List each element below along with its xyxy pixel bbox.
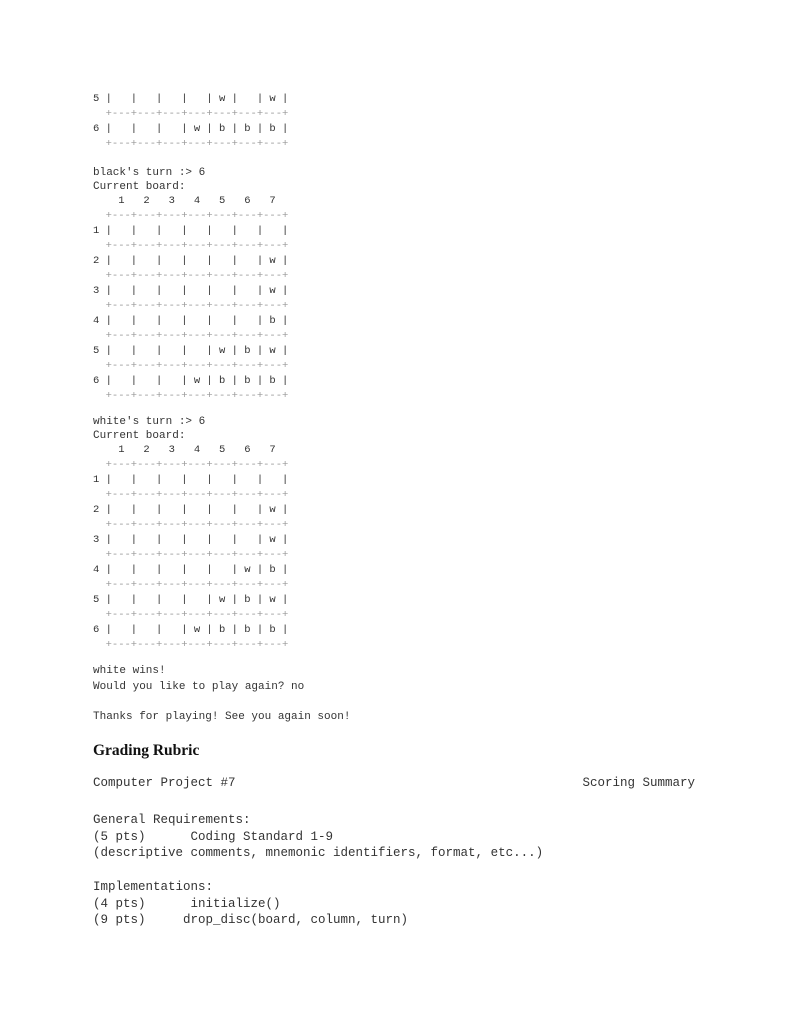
- board-border-line: +---+---+---+---+---+---+---+: [93, 138, 289, 150]
- board-border-line: +---+---+---+---+---+---+---+: [93, 639, 289, 651]
- board-row: 1 | | | | | | | |: [93, 225, 289, 237]
- board-border-line: +---+---+---+---+---+---+---+: [93, 240, 289, 252]
- board-row: 2 | | | | | | | w |: [93, 255, 289, 267]
- board-row: 6 | | | | w | b | b | b |: [93, 375, 289, 387]
- current-board-label: Current board:: [93, 181, 186, 193]
- board-border-line: +---+---+---+---+---+---+---+: [93, 390, 289, 402]
- scoring-summary-label: Scoring Summary: [582, 776, 695, 790]
- turn-prompt: white's turn :> 6: [93, 416, 206, 428]
- impl-item: (9 pts) drop_disc(board, column, turn): [93, 913, 409, 927]
- board-grid: [93, 443, 288, 653]
- rubric-heading: Grading Rubric: [93, 742, 200, 759]
- board-row: 1 2 3 4 5 6 7: [93, 195, 276, 207]
- board-border-line: +---+---+---+---+---+---+---+: [93, 609, 289, 621]
- rubric-title-row: [93, 776, 695, 793]
- current-board-label: Current board:: [93, 430, 186, 442]
- turn-block-white: [93, 415, 288, 653]
- board-border-line: +---+---+---+---+---+---+---+: [93, 330, 289, 342]
- partial-board-rows: [93, 92, 288, 152]
- board-row: 5 | | | | | w | b | w |: [93, 594, 289, 606]
- board-row: 6 | | | | w | b | b | b |: [93, 624, 289, 636]
- spacer: [93, 695, 350, 709]
- board-border-line: +---+---+---+---+---+---+---+: [93, 270, 289, 282]
- result-line: white wins!: [93, 665, 166, 677]
- board-border-line: +---+---+---+---+---+---+---+: [93, 300, 289, 312]
- board-border-line: +---+---+---+---+---+---+---+: [93, 459, 289, 471]
- project-title: Computer Project #7: [93, 776, 236, 790]
- board-border-line: +---+---+---+---+---+---+---+: [93, 519, 289, 531]
- board-row: 4 | | | | | | | b |: [93, 315, 289, 327]
- general-item: (descriptive comments, mnemonic identifiers, format, etc...): [93, 846, 544, 860]
- board-row: 3 | | | | | | | w |: [93, 285, 289, 297]
- turn-prompt: black's turn :> 6: [93, 167, 206, 179]
- board-row: 5 | | | | | w | b | w |: [93, 345, 289, 357]
- board-border-line: +---+---+---+---+---+---+---+: [93, 549, 289, 561]
- board-row: 4 | | | | | | w | b |: [93, 564, 289, 576]
- thanks-line: Thanks for playing! See you again soon!: [93, 711, 351, 723]
- board-border-line: +---+---+---+---+---+---+---+: [93, 360, 289, 372]
- impl-item: (4 pts) initialize(): [93, 896, 281, 911]
- game-ending: [93, 663, 350, 725]
- general-requirements: [93, 812, 543, 862]
- implementations-label: Implementations:: [93, 880, 214, 894]
- board-border-line: +---+---+---+---+---+---+---+: [93, 579, 289, 591]
- board-border-line: +---+---+---+---+---+---+---+: [93, 489, 289, 501]
- partial-board: [93, 92, 288, 152]
- board-row: 2 | | | | | | | w |: [93, 504, 289, 516]
- board-grid: [93, 194, 288, 404]
- board-border-line: +---+---+---+---+---+---+---+: [93, 108, 289, 120]
- board-row: 6 | | | | w | b | b | b |: [93, 123, 289, 135]
- turn-block-black: [93, 166, 288, 404]
- board-row: 3 | | | | | | | w |: [93, 534, 289, 546]
- board-row: 5 | | | | | w | | w |: [93, 93, 289, 105]
- play-again-line: Would you like to play again? no: [93, 681, 305, 693]
- general-item: (5 pts) Coding Standard 1-9: [93, 829, 334, 844]
- board-row: 1 2 3 4 5 6 7: [93, 444, 276, 456]
- implementations: [93, 879, 408, 929]
- general-label: General Requirements:: [93, 813, 251, 827]
- board-border-line: +---+---+---+---+---+---+---+: [93, 210, 289, 222]
- board-row: 1 | | | | | | | |: [93, 474, 289, 486]
